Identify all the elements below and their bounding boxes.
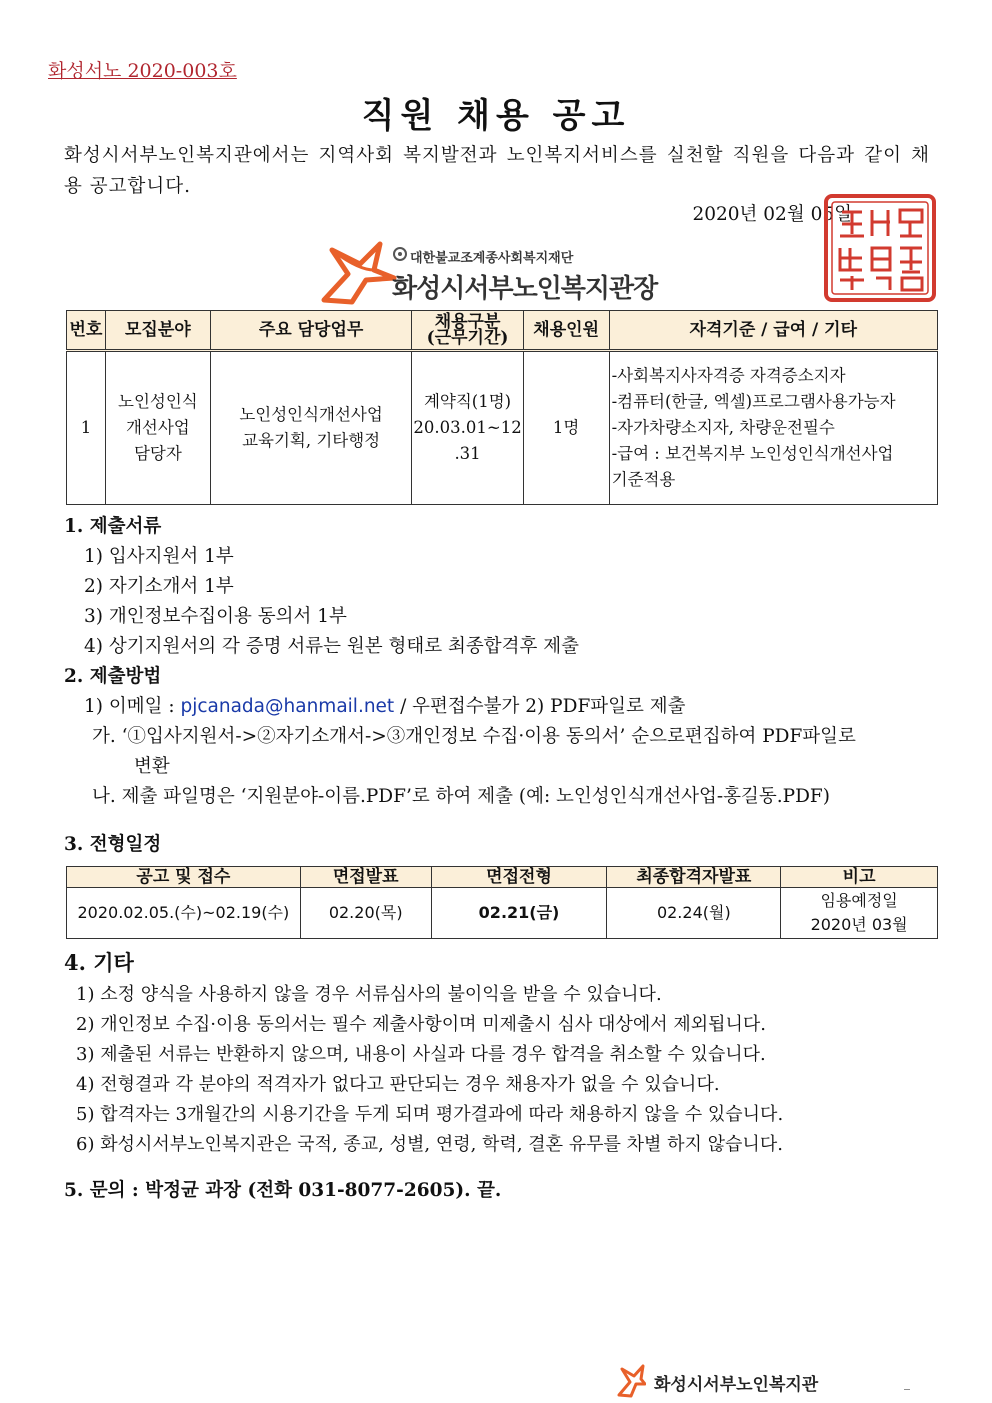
cell-qualification: -사회복지사자격증 자격증소지자 -컴퓨터(한글, 엑셀)프로그램사용가능자 -자가차량소지자, 차량운전필수 -급여 : 보건복지부 노인성인식개선사업 기준적용 (609, 351, 937, 505)
table-header-row (67, 867, 938, 888)
list-item: 1) 입사지원서 1부 (84, 546, 234, 567)
header-no: 번호 (67, 311, 106, 351)
footer-organization-name: 화성시서부노인복지관 (654, 1375, 819, 1395)
cell-interview-notice: 02.20(목) (300, 888, 431, 939)
header-interview: 면접전형 (431, 867, 607, 888)
cell-no: 1 (67, 351, 106, 505)
header-announce: 공고 및 접수 (67, 867, 301, 888)
cell-type: 계약직(1명) 20.03.01~12 .31 (412, 351, 523, 505)
list-item: 4) 전형결과 각 분야의 적격자가 없다고 판단되는 경우 채용자가 없을 수 있습니다. (76, 1074, 720, 1095)
list-item: 2) 자기소개서 1부 (84, 576, 234, 597)
header-type: 채용구분 (근무기간) (412, 311, 523, 351)
organization-name: 화성시서부노인복지관장 (392, 274, 658, 304)
header-count: 채용인원 (523, 311, 609, 351)
table-header-row (67, 311, 938, 351)
contact-line: 5. 문의 : 박정균 과장 (전화 031-8077-2605). 끝. (64, 1180, 502, 1201)
list-item: 1) 소정 양식을 사용하지 않을 경우 서류심사의 불이익을 받을 수 있습니다. (76, 984, 662, 1005)
list-item: 3) 제출된 서류는 반환하지 않으며, 내용이 사실과 다를 경우 합격을 취소할 수 있습니다. (76, 1044, 766, 1065)
header-final: 최종합격자발표 (607, 867, 781, 888)
section-heading: 3. 전형일정 (64, 834, 162, 855)
list-item: 가. ‘①입사지원서->②자기소개서->③개인정보 수집·이용 동의서’ 순으로편집하여 PDF파일로 (92, 726, 856, 747)
list-item: 4) 상기지원서의 각 증명 서류는 원본 형태로 최종합격후 제출 (84, 636, 579, 657)
cell-interview: 02.21(금) (431, 888, 607, 939)
section-documents (64, 512, 856, 812)
email-line: 1) 이메일 : pjcanada@hanmail.net / 우편접수불가 2) PDF파일로 제출 (84, 696, 686, 717)
table-row (67, 351, 938, 505)
list-item: 5) 합격자는 3개월간의 시용기간을 두게 되며 평가결과에 따라 채용하지 않을 수 있습니다. (76, 1104, 784, 1125)
intro-text: 화성시서부노인복지관에서는 지역사회 복지발전과 노인복지서비스를 실천할 직원을 다음과 같이 채용 공고합니다. (64, 145, 930, 197)
section-heading: 2. 제출방법 (64, 666, 162, 687)
section-heading: 4. 기타 (64, 950, 134, 975)
list-item: 3) 개인정보수집이용 동의서 1부 (84, 606, 347, 627)
misc-list (76, 980, 783, 1160)
header-interview-notice: 면접발표 (300, 867, 431, 888)
list-item: 나. 제출 파일명은 ‘지원분야-이름.PDF’로 하여 제출 (예: 노인성인식개선사업-홍길동.PDF) (92, 786, 830, 807)
cell-field: 노인성인식 개선사업 담당자 (105, 351, 210, 505)
list-item: 변환 (134, 756, 170, 777)
document-number: 화성서노 2020-003호 (48, 60, 237, 82)
header-field: 모집분야 (105, 311, 210, 351)
schedule-table (66, 866, 938, 939)
official-seal-icon (822, 192, 938, 304)
footer-logo-icon (616, 1364, 646, 1398)
section-heading: 1. 제출서류 (64, 516, 162, 537)
header-note: 비고 (781, 867, 938, 888)
cell-announce: 2020.02.05.(수)~02.19(수) (67, 888, 301, 939)
footer-mark: _ (904, 1376, 910, 1390)
cell-duty: 노인성인식개선사업 교육기획, 기타행정 (210, 351, 412, 505)
header-duty: 주요 담당업무 (210, 311, 412, 351)
email-link[interactable]: pjcanada@hanmail.net (180, 696, 395, 717)
job-table (66, 310, 938, 505)
notice-date: 2020년 02월 05일 (692, 204, 852, 225)
cell-note: 임용예정일 2020년 03월 (781, 888, 938, 939)
list-item: 6) 화성시서부노인복지관은 국적, 종교, 성별, 연령, 학력, 결혼 유무를 차별 하지 않습니다. (76, 1134, 783, 1155)
header-qualification: 자격기준 / 급여 / 기타 (609, 311, 937, 351)
cell-final: 02.24(월) (607, 888, 781, 939)
foundation-name: 대한불교조계종사회복지재단 (410, 251, 574, 266)
page-title: 직원 채용 공고 (361, 96, 631, 136)
list-item: 2) 개인정보 수집·이용 동의서는 필수 제출사항이며 미제출시 심사 대상에서 제외됩니다. (76, 1014, 766, 1035)
cell-count: 1명 (523, 351, 609, 505)
table-row (67, 888, 938, 939)
